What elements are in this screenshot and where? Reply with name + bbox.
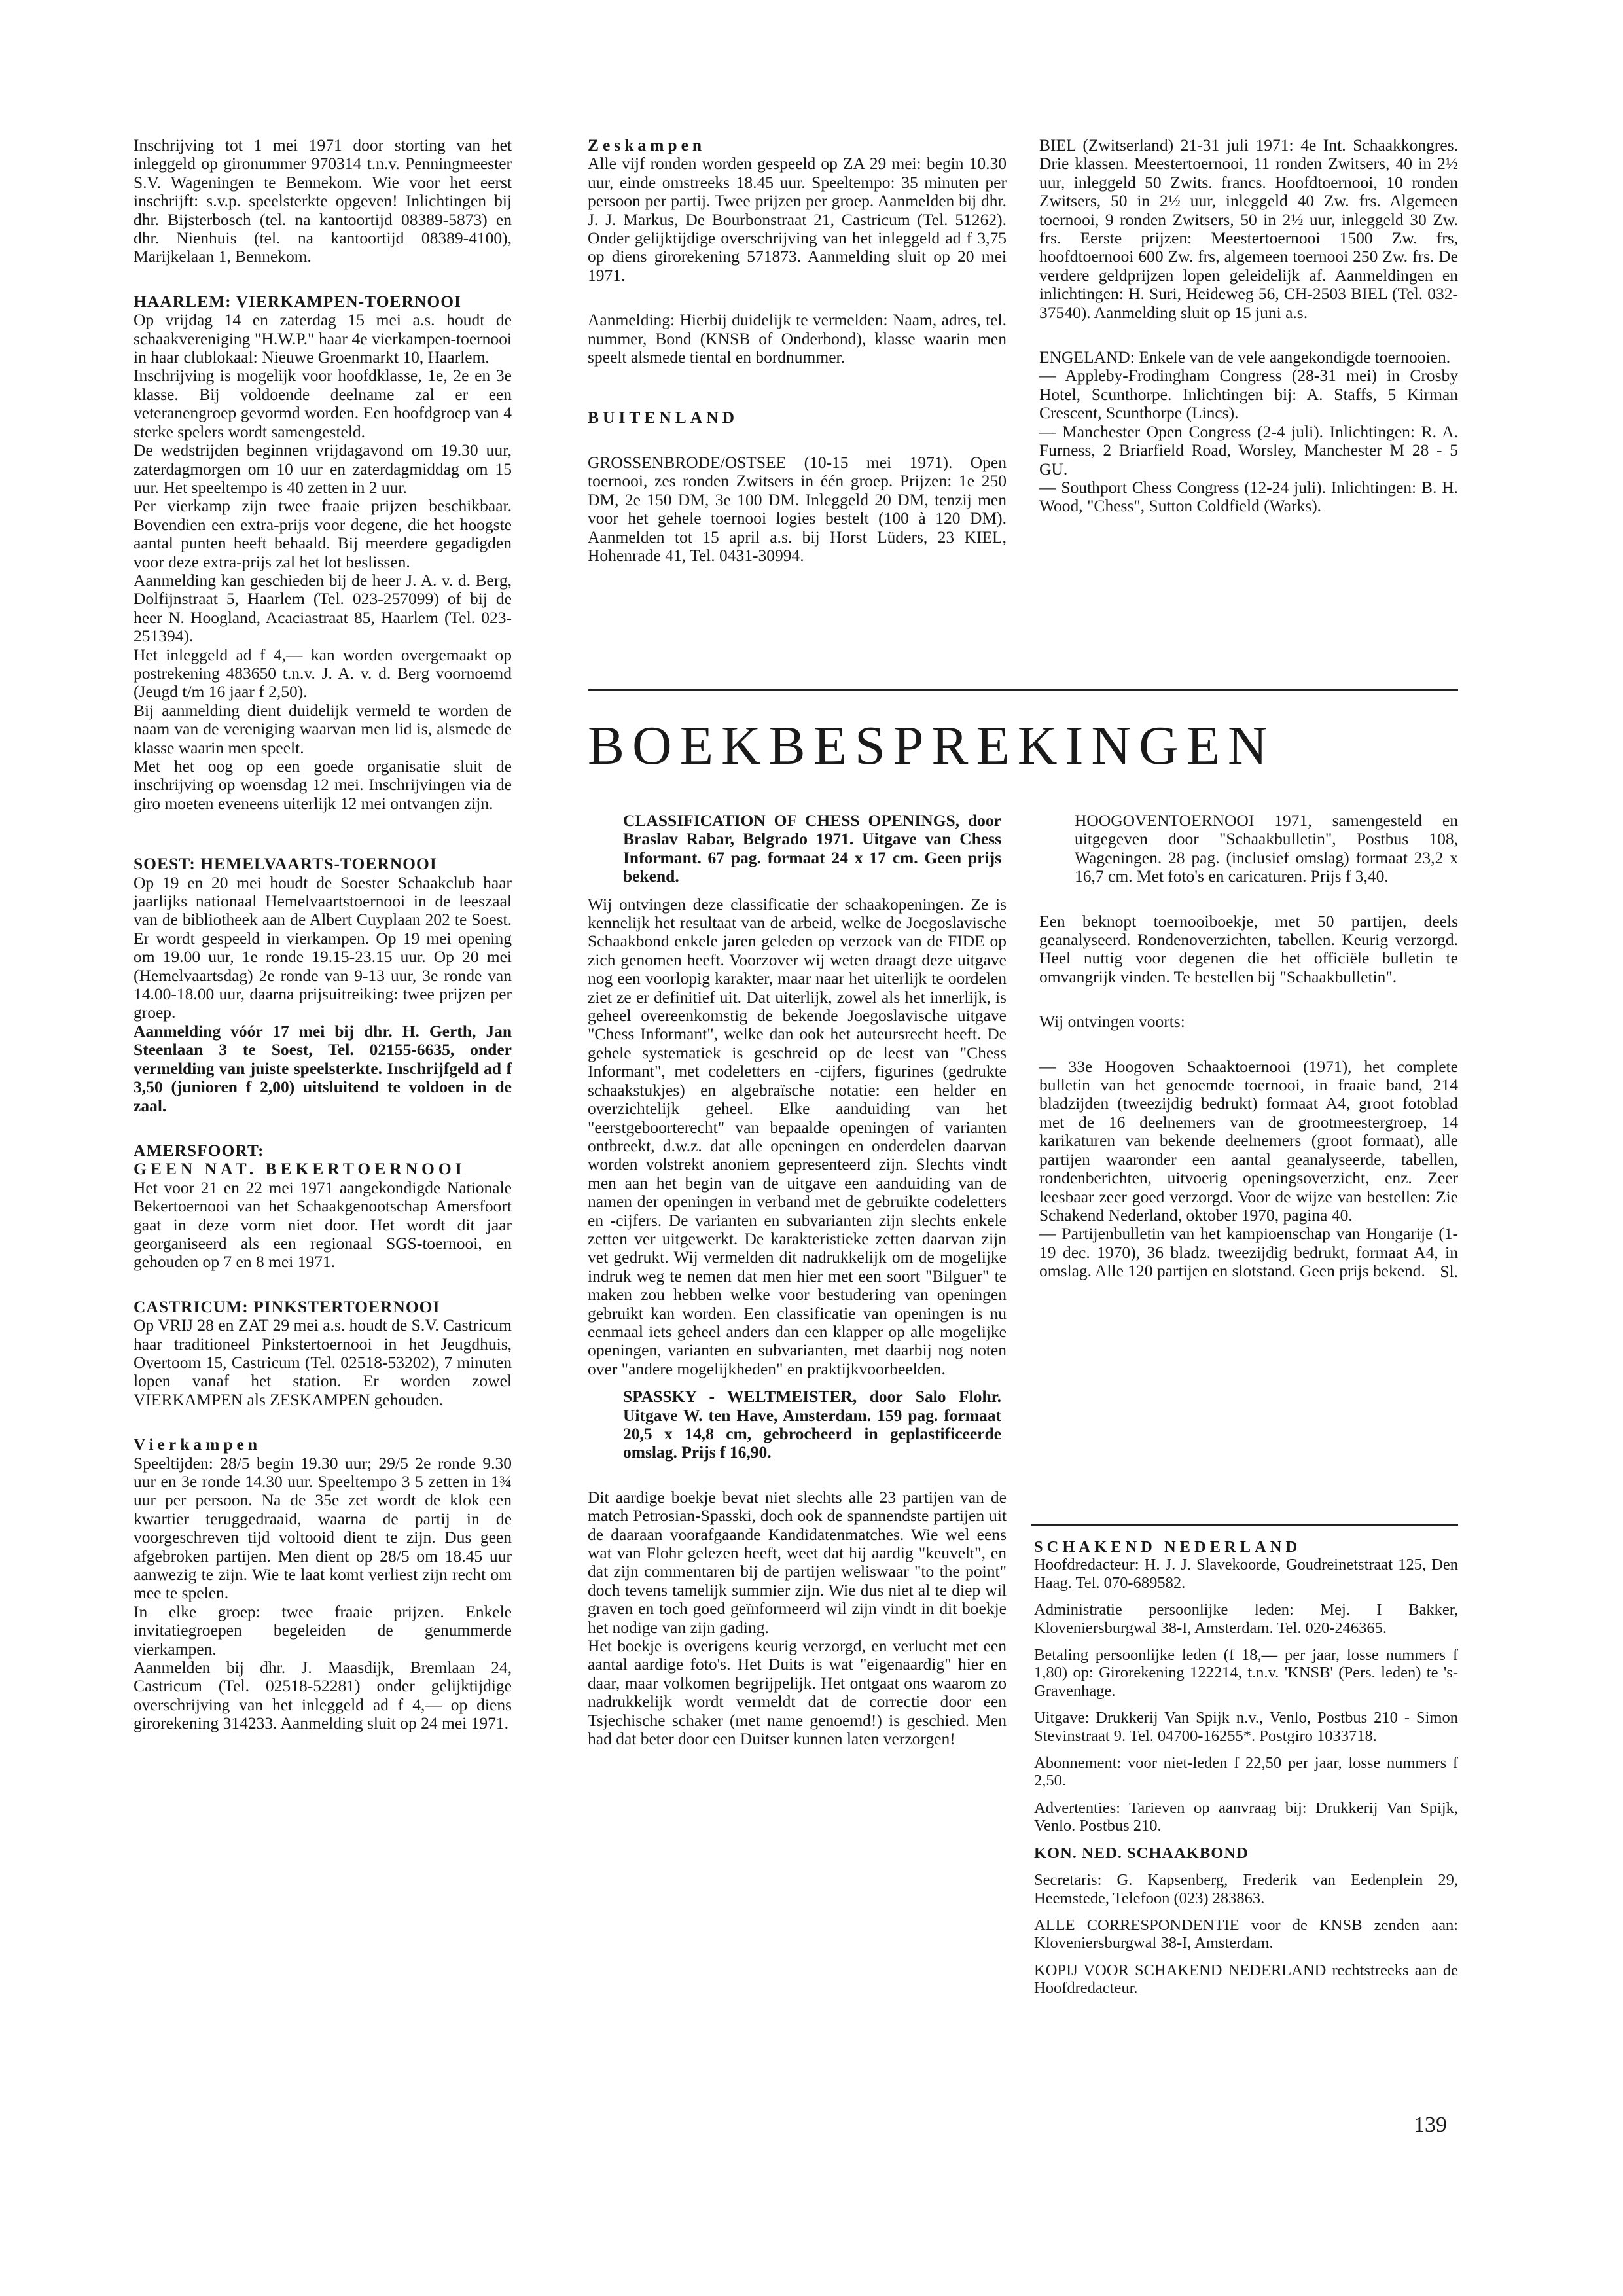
vierkampen-body: Speeltijden: 28/5 begin 19.30 uur; 29/5 2e ronde 9.30 uur en 3e ronde 14.30 uur. Speeltempo 3 5 zetten in 1¾ uur per persoon. Na de 35e zet wordt de klok een kwartier teruggedraaid, waarna de partij in de voorgeschreven tijd voltooid dient te zijn. Dus geen afgebroken partijen. Men dient op 28/5 om 18.45 uur aanwezig te zijn. Wie te laat komt verliest zijn recht om mee te spelen. <box>134 1453 512 1603</box>
colophon-correspondence: ALLE CORRESPONDENTIE voor de KNSB zenden aan: Kloveniersburgwal 38-I, Amsterdam. <box>1034 1916 1458 1952</box>
colophon-advertisements: Advertenties: Tarieven op aanvraag bij: Drukkerij Van Spijk, Venlo. Postbus 210. <box>1034 1799 1458 1835</box>
appleby-congress: — Appleby-Frodingham Congress (28-31 mei) in Crosby Hotel, Scunthorpe. Inlichtingen bij: A. Staffs, 5 Kirman Crescent, Scunthorpe (Lincs). <box>1039 366 1458 423</box>
zeskampen-body: Alle vijf ronden worden gespeeld op ZA 29 mei: begin 10.30 uur, einde omstreeks 18.45 uur. Speeltempo: 35 minuten per persoon per partij. Twee prijzen per groep. Aanmelden bij dhr. J. J. Markus, De Bourbonstraat 21, Castricum (Tel. 51262). Onder gelijktijdige overschrijving van het inleggeld ad f 3,75 op diens girorekening 571873. Aanmelding sluit op 20 mei 1971. <box>588 154 1007 285</box>
middle-column <box>588 136 1007 565</box>
left-column <box>134 136 512 1733</box>
hungary-bulletin: — Partijenbulletin van het kampioenschap van Hongarije (1-19 dec. 1970), 36 bladz. tweezijdig bedrukt, formaat A4, in omslag. Alle 120 partijen en slotstand. Geen prijs bekend. <box>1039 1224 1458 1281</box>
spassky-review-2: Het boekje is overigens keurig verzorgd, en verlucht met een aantal aardige foto's. Het Duits is wat "eigenaardig" hier en daar, maar volkomen begrijpelijk. Het ontgaat ons waarom zo nadrukkelijk wordt vermeldt dat de correctie door een Tsjechische schaker (met name genoemd!) is geschied. Men had dat beter door een Duitser kunnen laten verzorgen! <box>588 1636 1007 1749</box>
vierkampen-heading: Vierkampen <box>134 1435 262 1454</box>
colophon-payment: Betaling persoonlijke leden (f 18,— per jaar, losse nummers f 1,80) op: Girorekening 122214, t.n.v. 'KNSB' (Pers. leden) te 's-Gravenhage. <box>1034 1646 1458 1700</box>
buitenland-heading: BUITENLAND <box>588 408 739 427</box>
colophon-divider <box>1031 1524 1458 1526</box>
right-column <box>1039 136 1458 516</box>
haarlem-prizes: Per vierkamp zijn twee fraaie prijzen beschikbaar. Bovendien een extra-prijs voor degene, die het hoogste aantal punten heeft behaald. Bij meerdere gegadigden voor deze extra-prijs zal het lot beslissen. <box>134 496 512 571</box>
biel-body: BIEL (Zwitserland) 21-31 juli 1971: 4e Int. Schaakkongres. Drie klassen. Meestertoernooi, 11 ronden Zwitsers, 40 in 2½ uur, inleggeld 50 Zwits. francs. Hoofdtoernooi, 10 ronden Zwitsers, 50 in 2½ uur, inleggeld 40 Zw. frs. Algemeen toernooi, 9 ronden Zwitsers, 50 in 2½ uur, inleggeld 30 Zw. frs. Eerste prijzen: Meestertoernooi 1500 Zw. frs, hoofdtoernooi 600 Zw. frs, algemeen toernooi 250 Zw. frs. De verdere geldprijzen lopen geleidelijk af. Aanmeldingen en inlichtingen: H. Suri, Heideweg 56, CH-2503 BIEL (Tel. 032-37540). Aanmelding sluit op 15 juni a.s. <box>1039 135 1458 322</box>
colophon-administration: Administratie persoonlijke leden: Mej. I Bakker, Kloveniersburgwal 38-I, Amsterdam. Tel. 020-246365. <box>1034 1601 1458 1637</box>
castricum-body: Op VRIJ 28 en ZAT 29 mei a.s. houdt de S.V. Castricum haar traditioneel Pinkstertoernooi in het Jeugdhuis, Overtoom 15, Castricum (Tel. 02518-53202), 7 minuten lopen vanaf het station. Er worden zowel VIERKAMPEN als ZESKAMPEN gehouden. <box>134 1316 512 1409</box>
colophon-subscription: Abonnement: voor niet-leden f 22,50 per jaar, losse nummers f 2,50. <box>1034 1754 1458 1790</box>
spassky-review: Dit aardige boekje bevat niet slechts alle 23 partijen van de match Petrosian-Spasski, doch ook de spannendste partijen uit de daaraan voorafgaande Kandidatenmatches. Wie wel eens wat van Flohr gelezen heeft, weet dat hij aardig "keuvelt", en dat zijn commentaren bij de partijen weliswaar "to the point" doch tevens tamelijk summier zijn. Wie dus niet al te diep wil graven en toch goed geïnformeerd wil zijn vindt in dit boekje het nodige van zijn gading. <box>588 1487 1007 1637</box>
section-title: BOEKBESPREKINGEN <box>588 715 1275 776</box>
vierkampen-prizes: In elke groep: twee fraaie prijzen. Enkele invitatiegroepen begeleiden de genummerde vierkampen. <box>134 1602 512 1659</box>
colophon-copy: KOPIJ VOOR SCHAKEND NEDERLAND rechtstreeks aan de Hoofdredacteur. <box>1034 1961 1458 1998</box>
grossenbrode-body: GROSSENBRODE/OSTSEE (10-15 mei 1971). Open toernooi, zes ronden Zwitsers in één groep. Prijzen: 1e 250 DM, 2e 150 DM, 3e 100 DM. Inleggeld 20 DM, tenzij men voor het gehele toernooi logies bestelt (100 à 120 DM). Aanmelden tot 15 april a.s. bij Horst Lüders, 23 KIEL, Hohenrade 41, Tel. 0431-30994. <box>588 452 1007 565</box>
hoogoven-review: Een beknopt toernooiboekje, met 50 partijen, deels geanalyseerd. Rondenoverzichten, tabellen. Keurig verzorgd. Heel nuttig voor degenen die het officiële bulletin te omvangrijk vinden. Te bestellen bij "Schaakbulletin". <box>1039 911 1458 986</box>
vierkampen-registration: Aanmelden bij dhr. J. Maasdijk, Bremlaan 24, Castricum (Tel. 02518-52281) onder gelijktijdige overschrijving van het inleggeld ad f 4,— op diens girorekening 314233. Aanmelding sluit op 24 mei 1971. <box>134 1658 512 1733</box>
haarlem-intro: Op vrijdag 14 en zaterdag 15 mei a.s. houdt de schaakvereniging "H.W.P." haar 4e vierkampen-toernooi in haar clublokaal: Nieuwe Groenmarkt 10, Haarlem. <box>134 310 512 367</box>
classification-review: Wij ontvingen deze classificatie der schaakopeningen. Ze is kennelijk het resultaat van de arbeid, welke de Joegoslavische Schaakbond enkele jaren geleden op verzoek van de FIDE op zich genomen heeft. Voorzover wij weten draagt deze uitgave nog een voorlopig karakter, maar naar het uiterlijk te oordelen ziet ze er definitief uit. Dat uiterlijk, zowel als het innerlijk, is geheel overeenkomstig de bekende Joegoslavische uitgave "Chess Informant", welke dan ook het auteursrecht heeft. De gehele systematiek is geschreid op de leest van "Chess Informant", met codeletters en -cijfers, figurines (gedrukte schaakstukjes) en algebraïsche notatie: een helder en overzichtelijk geheel. Elke aanduiding van het "eerstgeboorterecht" van bepaalde openingen of varianten ontbreekt, d.w.z. dat alle openingen en onderdelen daarvan worden volstrekt anoniem gepresenteerd zijn. Slechts vindt men aan het begin van de uitgave een aanduiding van de namen der openingen in verband met de gebruikte codeletters en -cijfers. De varianten en subvarianten zijn slechts enkele zetten ver uitgewerkt. De karakteristieke zetten daarvan zijn vet gedrukt. Wij vermelden dit nadrukkelijk om de mogelijke indruk weg te nemen dat men hier met een soort "Bilguer" te maken zou hebben welke voor bestudering van openingen gebruikt kan worden. Een classificatie van openingen is nu eenmaal iets geheel anders dan een klapper op alle mogelijke openingen, varianten en subvarianten, met daarbij nog noten over "andere mogelijkheden" en praktijkvoorbeelden. <box>588 894 1007 1378</box>
colophon <box>1034 1538 1458 1998</box>
soest-heading: SOEST: HEMELVAARTS-TOERNOOI <box>134 854 437 874</box>
amersfoort-subheading: GEEN NAT. BEKERTOERNOOI <box>134 1159 466 1179</box>
haarlem-schedule: De wedstrijden beginnen vrijdagavond om 19.30 uur, zaterdagmorgen om 10 uur en zaterdagmiddag om 15 uur. Het speeltempo is 40 zetten in 2 uur. <box>134 440 512 497</box>
received-also: Wij ontvingen voorts: <box>1039 1012 1185 1031</box>
haarlem-classes: Inschrijving is mogelijk voor hoofdklasse, 1e, 2e en 3e klasse. Bij voldoende deelname zal er een veteranengroep gevormd worden. Een hoofdgroep van 4 sterke spelers wordt samengesteld. <box>134 366 512 441</box>
colophon-secretary: Secretaris: G. Kapsenberg, Frederik van Eedenplein 29, Heemstede, Telefoon (023) 283863. <box>1034 1871 1458 1907</box>
haarlem-fee: Het inleggeld ad f 4,— kan worden overgemaakt op postrekening 483650 t.n.v. J. A. v. d. Berg voornoemd (Jeugd t/m 16 jaar f 2,50). <box>134 645 512 702</box>
haarlem-deadline: Met het oog op een goede organisatie sluit de inschrijving op woensdag 12 mei. Inschrijvingen via de giro moeten eveneens uiterlijk 12 mei ontvangen zijn. <box>134 757 512 813</box>
colophon-magazine-name: SCHAKEND NEDERLAND <box>1034 1538 1302 1556</box>
zeskampen-heading: Zeskampen <box>588 135 706 154</box>
hoogoven-bulletin: — 33e Hoogoven Schaaktoernooi (1971), het complete bulletin van het genoemde toernooi, in fraaie band, 214 bladzijden (tweezijdig bedrukt) formaat A4, groot fotoblad met de 16 deelnemers van de grootmeestergroep, 14 karikaturen van bekende deelnemers (groot formaat), alle partijen waaronder een aantal geanalyseerde, tabellen, rondenberichten, uitvoerig openingsoverzicht, enz. Zeer leesbaar zeer goed verzorgd. Voor de wijze van bestellen: Zie Schakend Nederland, oktober 1970, pagina 40. <box>1039 1056 1458 1225</box>
amersfoort-body: Het voor 21 en 22 mei 1971 aangekondigde Nationale Bekertoernooi van het Schaakgenootschap Amersfoort gaat in deze vorm niet door. Het wordt dit jaar georganiseerd als een regionaal SGS-toernooi, en gehouden op 7 en 8 mei 1971. <box>134 1177 512 1272</box>
castricum-heading: CASTRICUM: PINKSTERTOERNOOI <box>134 1297 440 1316</box>
haarlem-registration: Aanmelding kan geschieden bij de heer J. A. v. d. Berg, Dolfijnstraat 5, Haarlem (Tel. 023-257099) of bij de heer N. Hoogland, Acaciastraat 85, Haarlem (Tel. 023-251394). <box>134 570 512 646</box>
bennekom-registration: Inschrijving tot 1 mei 1971 door storting van het inleggeld op gironummer 970314 t.n.v. Penningmeester S.V. Wageningen te Bennekom. Wie voor het eerst inschrijft: s.v.p. speelsterkte opgeven! Inlichtingen bij dhr. Bijsterbosch (tel. na kantoortijd 08389-5873) en dhr. Nienhuis (tel. na kantoortijd 08389-4100), Marijkelaan 1, Bennekom. <box>134 135 512 266</box>
haarlem-heading: HAARLEM: VIERKAMPEN-TOERNOOI <box>134 291 461 311</box>
engeland-intro: ENGELAND: Enkele van de vele aangekondigde toernooien. <box>1039 348 1451 367</box>
section-divider <box>588 689 1458 691</box>
soest-registration: Aanmelding vóór 17 mei bij dhr. H. Gerth, Jan Steenlaan 3 te Soest, Tel. 02155-6635, onder vermelding van juiste speelsterkte. Inschrijfgeld ad f 3,50 (junioren f 2,00) uitsluitend te voldoen in de zaal. <box>134 1021 512 1115</box>
colophon-editor: Hoofdredacteur: H. J. J. Slavekoorde, Goudreinetstraat 125, Den Haag. Tel. 070-689582. <box>1034 1556 1458 1592</box>
registration-note: Aanmelding: Hierbij duidelijk te vermelden: Naam, adres, tel. nummer, Bond (KNSB of Onderbond), klasse waarin men speelt alsmede tiental en bordnummer. <box>588 310 1007 367</box>
books-middle-column <box>588 812 1007 1749</box>
soest-body: Op 19 en 20 mei houdt de Soester Schaakclub haar jaarlijks nationaal Hemelvaartstoernooi in de leeszaal van de bibliotheek aan de Albert Cuyplaan 202 te Soest. Er wordt gespeeld in vierkampen. Op 19 mei opening om 19.00 uur, 1e ronde 19.15-23.15 uur. Op 20 mei (Hemelvaartsdag) 2e ronde van 9-13 uur, 3e ronde van 14.00-18.00 uur, daarna prijsuitreiking: twee prijzen per groep. <box>134 872 512 1022</box>
page-number: 139 <box>1414 2113 1447 2137</box>
colophon-publisher: Uitgave: Drukkerij Van Spijk n.v., Venlo, Postbus 210 - Simon Stevinstraat 9. Tel. 04700-16255*. Postgiro 1033718. <box>1034 1709 1458 1745</box>
spassky-book-title: SPASSKY - WELTMEISTER, door Salo Flohr. Uitgave W. ten Have, Amsterdam. 159 pag. formaat 20,5 x 14,8 cm, gebrocheerd in geplastificeerde omslag. Prijs f 16,90. <box>623 1387 1001 1462</box>
signature: Sl. <box>1440 1261 1458 1281</box>
amersfoort-heading: AMERSFOORT: <box>134 1140 264 1160</box>
southport-congress: — Southport Chess Congress (12-24 juli). Inlichtingen: B. H. Wood, "Chess", Sutton Coldfield (Warks). <box>1039 477 1458 516</box>
manchester-congress: — Manchester Open Congress (2-4 juli). Inlichtingen: R. A. Furness, 2 Briarfield Road, Worsley, Manchester M 28 - 5 GU. <box>1039 422 1458 478</box>
haarlem-club-note: Bij aanmelding dient duidelijk vermeld te worden de naam van de vereniging waarvan men lid is, alsmede de klasse waarin men speelt. <box>134 700 512 757</box>
books-right-column <box>1039 812 1458 1281</box>
classification-book-title: CLASSIFICATION OF CHESS OPENINGS, door Braslav Rabar, Belgrado 1971. Uitgave van Chess Informant. 67 pag. formaat 24 x 17 cm. Geen prijs bekend. <box>623 811 1001 886</box>
colophon-federation: KON. NED. SCHAAKBOND <box>1034 1844 1249 1862</box>
hoogoven-book-title: HOOGOVENTOERNOOI 1971, samengesteld en uitgegeven door "Schaakbulletin", Postbus 108, Wageningen. 28 pag. (inclusief omslag) formaat 23,2 x 16,7 cm. Met foto's en caricaturen. Prijs f 3,40. <box>1075 811 1458 886</box>
